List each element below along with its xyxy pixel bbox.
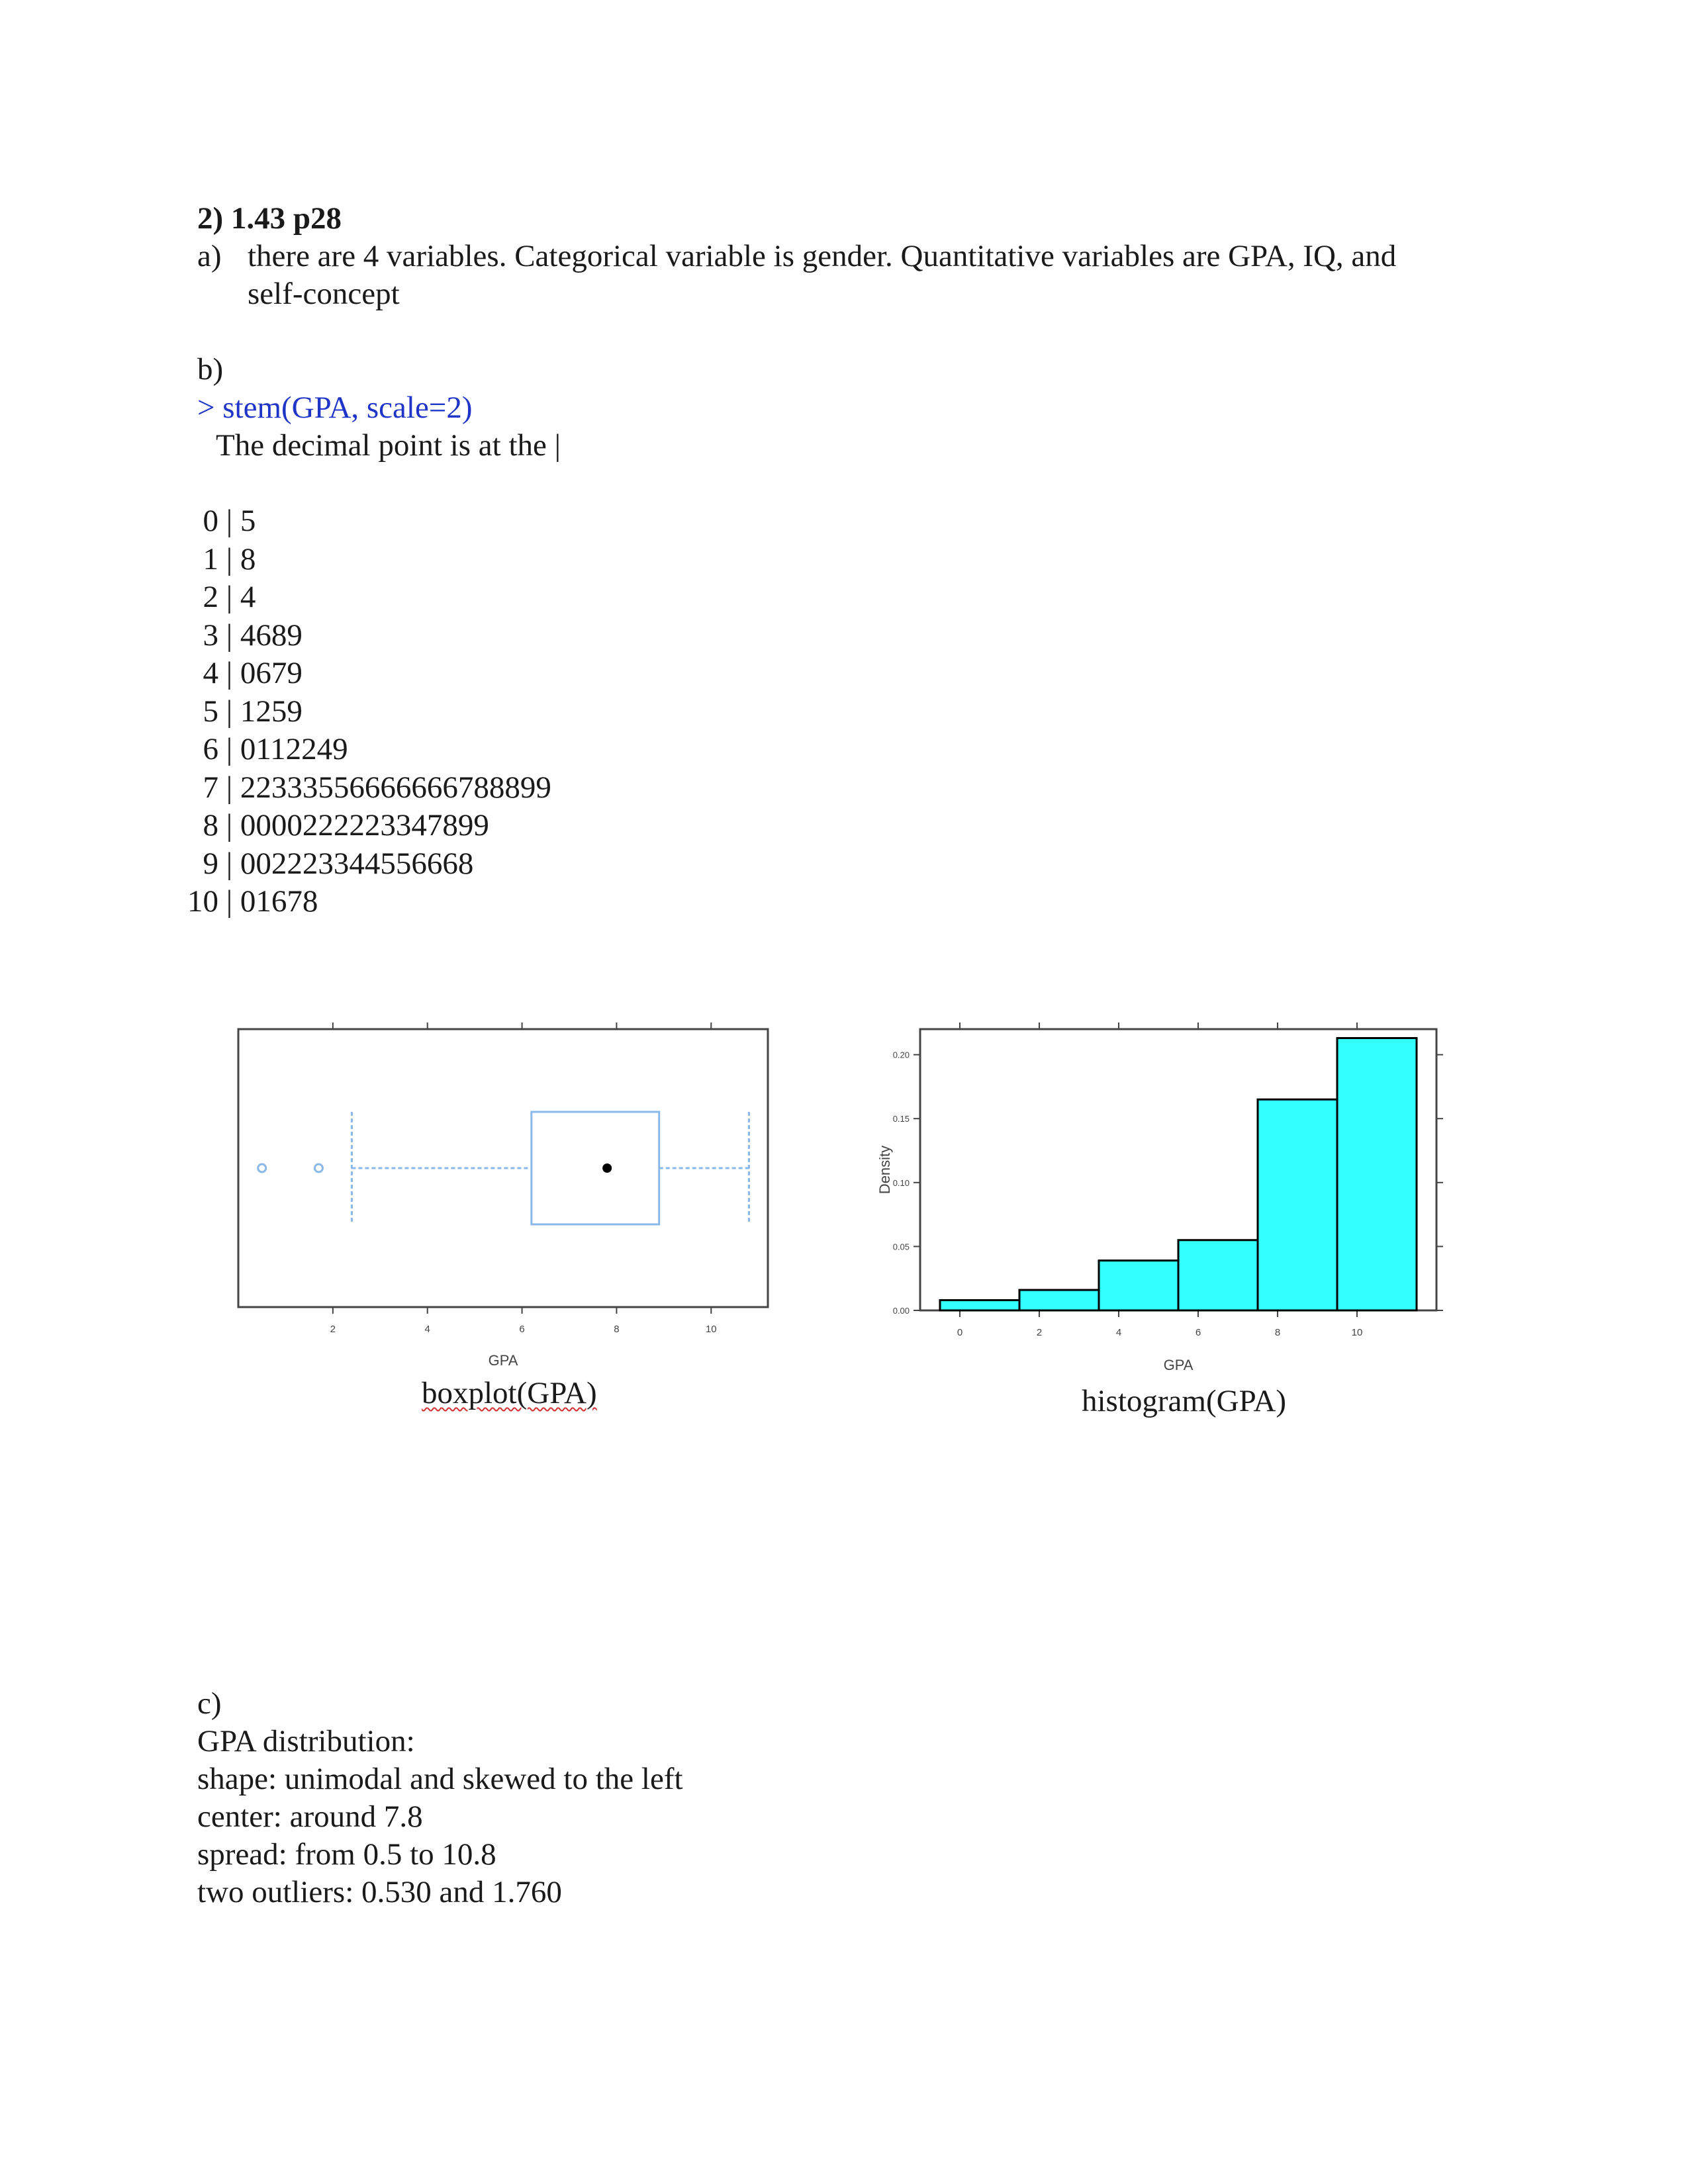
stem-row: [165, 693, 303, 731]
stem-value: 10: [187, 884, 218, 919]
part-b-label: b): [197, 352, 224, 387]
x-tick-label: 8: [1274, 1327, 1281, 1338]
x-tick-label: 4: [424, 1324, 430, 1335]
x-tick-label: 6: [1195, 1327, 1201, 1338]
r-command: > stem(GPA, scale=2): [197, 390, 473, 425]
part-a-line2: self-concept: [248, 277, 400, 311]
median-dot: [602, 1163, 612, 1173]
x-tick-label: 10: [1351, 1327, 1363, 1338]
part-c-line: shape: unimodal and skewed to the left: [197, 1762, 683, 1796]
boxplot-caption-text: boxplot(GPA): [422, 1376, 597, 1410]
iqr-box: [532, 1112, 659, 1224]
section-heading: 2) 1.43 p28: [197, 201, 342, 236]
stem-value: 3: [203, 617, 218, 653]
x-tick-label: 2: [330, 1324, 336, 1335]
stem-row: [165, 731, 348, 768]
stem-leaves: | 4: [218, 580, 256, 614]
stem-leaves: | 01678: [218, 884, 318, 919]
stem-value: 1: [203, 541, 218, 576]
part-a-label: a): [197, 239, 222, 273]
part-c-line: spread: from 0.5 to 10.8: [197, 1837, 496, 1872]
stem-leaves: | 8: [218, 541, 256, 576]
boxplot-caption: [422, 1375, 597, 1411]
part-a-line1: there are 4 variables. Categorical variable is gender. Quantitative variables are GPA, IQ, and: [248, 239, 1397, 273]
stem-row: [165, 655, 303, 692]
stem-value: 5: [203, 694, 218, 729]
stem-leaves: | 0000222223347899: [218, 808, 489, 842]
x-tick-label: 0: [957, 1327, 963, 1338]
stem-leaves: | 1259: [218, 694, 303, 729]
histogram-bar: [1019, 1290, 1099, 1310]
stem-leaves: | 22333556666666788899: [218, 770, 551, 805]
part-c-label: c): [197, 1686, 222, 1721]
part-c-line: GPA distribution:: [197, 1724, 415, 1758]
stem-value: 9: [203, 846, 218, 881]
stem-value: 4: [203, 656, 218, 690]
stem-value: 2: [203, 580, 218, 614]
histogram-bar: [1099, 1261, 1178, 1310]
histogram-caption: histogram(GPA): [1082, 1384, 1286, 1418]
stem-row: [165, 807, 489, 844]
stem-row: [165, 578, 256, 616]
histogram-chart: [861, 1006, 1456, 1373]
stem-row: [165, 883, 318, 921]
part-c-line: center: around 7.8: [197, 1799, 423, 1834]
y-tick-label: 0.10: [892, 1177, 910, 1188]
stem-leaves: | 002223344556668: [218, 846, 474, 881]
y-axis-label: Density: [876, 1145, 893, 1195]
stem-row: [165, 541, 256, 578]
stem-row: [165, 617, 303, 655]
x-tick-label: 4: [1115, 1327, 1122, 1338]
part-c-line: two outliers: 0.530 and 1.760: [197, 1875, 562, 1909]
boxplot-chart: [218, 1006, 781, 1369]
stem-value: 0: [203, 504, 218, 538]
histogram-bar: [1337, 1038, 1417, 1310]
stem-value: 7: [203, 770, 218, 805]
x-tick-label: 10: [705, 1324, 717, 1335]
stem-leaves: | 0679: [218, 656, 303, 690]
y-tick-label: 0.00: [892, 1306, 910, 1316]
stem-leaves: | 5: [218, 504, 256, 538]
x-axis-label: GPA: [488, 1352, 518, 1369]
outlier-point: [314, 1164, 322, 1172]
stem-row: [165, 845, 473, 883]
stem-row: [165, 769, 551, 807]
stem-value: 6: [203, 732, 218, 766]
x-tick-label: 2: [1036, 1327, 1043, 1338]
y-tick-label: 0.20: [892, 1050, 910, 1060]
outlier-point: [258, 1164, 266, 1172]
x-tick-label: 6: [519, 1324, 525, 1335]
stem-row: [165, 502, 256, 540]
stem-leaves: | 4689: [218, 617, 303, 653]
histogram-bar: [1258, 1099, 1337, 1310]
y-tick-label: 0.05: [892, 1242, 910, 1252]
y-tick-label: 0.15: [892, 1114, 910, 1124]
stem-note: The decimal point is at the |: [216, 428, 561, 463]
stem-value: 8: [203, 808, 218, 842]
stem-leaves: | 0112249: [218, 732, 348, 766]
x-axis-label: GPA: [1163, 1357, 1194, 1373]
x-tick-label: 8: [614, 1324, 620, 1335]
histogram-bar: [1178, 1240, 1258, 1310]
histogram-bar: [940, 1300, 1019, 1310]
